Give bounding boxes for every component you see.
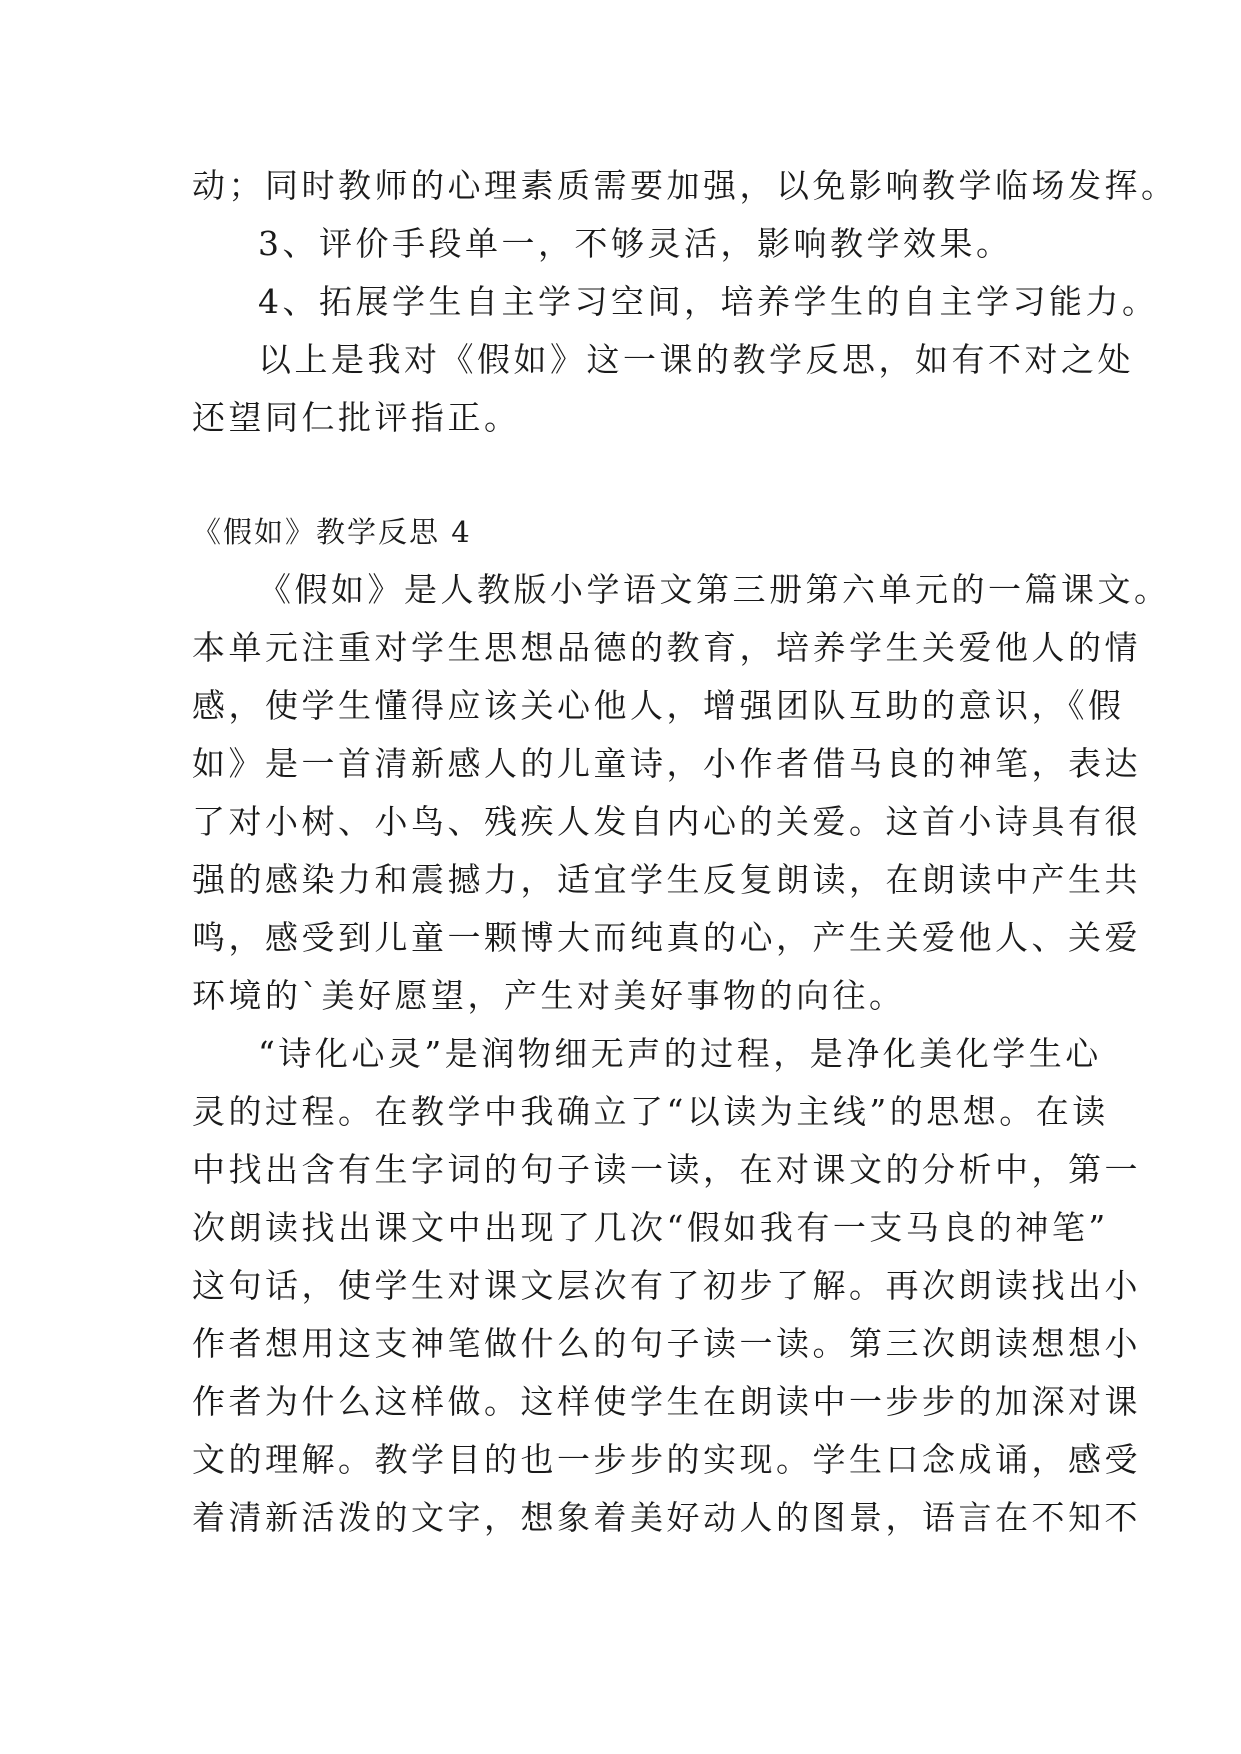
text-line: 鸣，感受到儿童一颗博大而纯真的心，产生关爱他人、关爱 (192, 918, 1141, 957)
text-line: 感，使学生懂得应该关心他人，增强团队互助的意识，《假 (192, 686, 1125, 725)
text-line: 如》是一首清新感人的儿童诗，小作者借马良的神笔，表达 (192, 744, 1141, 783)
text-line: 本单元注重对学生思想品德的教育，培养学生关爱他人的情 (192, 628, 1141, 667)
text-line: 还望同仁批评指正。 (192, 398, 521, 437)
text-line: 灵的过程。在教学中我确立了“以读为主线”的思想。在读 (192, 1092, 1109, 1131)
text-line: 动；同时教师的心理素质需要加强，以免影响教学临场发挥。 (192, 166, 1178, 205)
text-line: 这句话，使学生对课文层次有了初步了解。再次朗读找出小 (192, 1266, 1141, 1305)
text-line: 次朗读找出课文中出现了几次“假如我有一支马良的神笔” (192, 1208, 1109, 1247)
text-line: 强的感染力和震撼力，适宜学生反复朗读，在朗读中产生共 (192, 860, 1141, 899)
text-line: 着清新活泼的文字，想象着美好动人的图景，语言在不知不 (192, 1498, 1141, 1537)
text-line: 3、评价手段单一，不够灵活，影响教学效果。 (258, 224, 1013, 263)
text-line: 4、拓展学生自主学习空间，培养学生的自主学习能力。 (258, 282, 1159, 321)
text-line: 作者为什么这样做。这样使学生在朗读中一步步的加深对课 (192, 1382, 1141, 1421)
text-line: 作者想用这支神笔做什么的句子读一读。第三次朗读想想小 (192, 1324, 1141, 1363)
text-line: “诗化心灵”是润物细无声的过程，是净化美化学生心 (258, 1034, 1102, 1073)
section-heading: 《假如》教学反思 4 (192, 515, 472, 549)
text-line: 文的理解。教学目的也一步步的实现。学生口念成诵，感受 (192, 1440, 1141, 1479)
text-line: 了对小树、小鸟、残疾人发自内心的关爱。这首小诗具有很 (192, 802, 1141, 841)
text-line: 中找出含有生字词的句子读一读，在对课文的分析中，第一 (192, 1150, 1141, 1189)
text-line: 环境的`美好愿望，产生对美好事物的向往。 (192, 976, 906, 1015)
text-line: 以上是我对《假如》这一课的教学反思，如有不对之处 (258, 340, 1134, 379)
text-line: 《假如》是人教版小学语文第三册第六单元的一篇课文。 (258, 570, 1171, 609)
